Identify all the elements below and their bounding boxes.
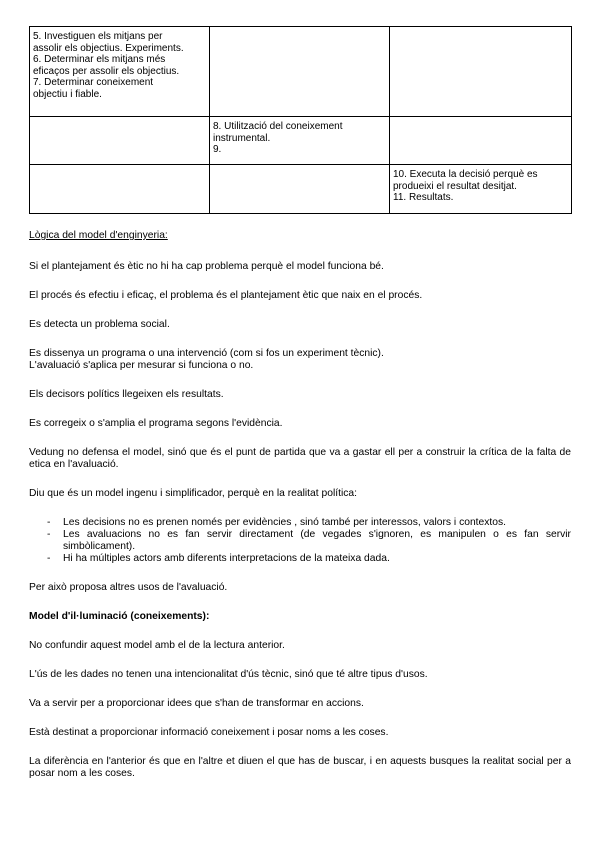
cell-line: 8. Utilització del coneixement bbox=[213, 121, 343, 132]
bullet-marker: - bbox=[47, 553, 51, 564]
cell-line: eficaços per assolir els objectius. bbox=[33, 65, 180, 77]
table-cell bbox=[210, 165, 390, 214]
paragraph: Es detecta un problema social. bbox=[29, 319, 170, 330]
cell-line: 6. Determinar els mitjans més bbox=[33, 54, 166, 66]
cell-line: 5. Investiguen els mitjans per bbox=[33, 31, 163, 42]
cell-line: 11. Resultats. bbox=[393, 192, 454, 204]
paragraph: Està destinat a proporcionar informació coneixement i posar noms a les coses. bbox=[29, 727, 389, 738]
paragraph: El procés és efectiu i eficaç, el problema és el plantejament ètic que naix en el procés. bbox=[29, 290, 423, 301]
table-row bbox=[30, 27, 572, 117]
section-heading-engineering-model: Lògica del model d'enginyeria: bbox=[29, 230, 168, 241]
bullet-list bbox=[29, 517, 571, 565]
paragraph: Diu que és un model ingenu i simplificador, perquè en la realitat política: bbox=[29, 488, 357, 499]
bullet-marker: - bbox=[47, 529, 51, 540]
paragraph: Els decisors polítics llegeixen els resultats. bbox=[29, 389, 224, 400]
paragraph: Va a servir per a proporcionar idees que s'han de transformar en accions. bbox=[29, 698, 364, 709]
paragraph: Vedung no defensa el model, sinó que és el punt de partida que va a gastar ell per a construir la crítica de la falta de etica en l'avaluació. bbox=[29, 447, 571, 470]
list-item bbox=[47, 517, 571, 529]
table-cell bbox=[30, 165, 210, 214]
paragraph: Es corregeix o s'amplia el programa segons l'evidència. bbox=[29, 418, 283, 429]
section-heading-illumination-model: Model d'il·luminació (coneixements): bbox=[29, 611, 210, 622]
cell-line: 7. Determinar coneixement bbox=[33, 77, 154, 89]
table-cell bbox=[390, 117, 572, 165]
list-item-text: Hi ha múltiples actors amb diferents interpretacions de la mateixa dada. bbox=[63, 553, 390, 564]
paragraph: No confundir aquest model amb el de la lectura anterior. bbox=[29, 640, 285, 651]
cell-line: produeixi el resultat desitjat. bbox=[393, 180, 517, 192]
cell-line: objectiu i fiable. bbox=[33, 88, 102, 100]
table-cell bbox=[210, 27, 390, 117]
cell-line: instrumental. bbox=[213, 132, 271, 144]
paragraph-line: L'avaluació s'aplica per mesurar si funciona o no. bbox=[29, 360, 254, 371]
document-page bbox=[29, 26, 571, 797]
paragraph: La diferència en l'anterior és que en l'altre et diuen el que has de buscar, i en aquests busques la realitat social per a posar nom a les coses. bbox=[29, 756, 571, 779]
cell-line: assolir els objectius. Experiments. bbox=[33, 42, 184, 54]
paragraph: Si el plantejament és ètic no hi ha cap problema perquè el model funciona bé. bbox=[29, 261, 384, 272]
list-item bbox=[47, 553, 571, 565]
process-table bbox=[29, 26, 572, 214]
paragraph-line: Es dissenya un programa o una intervenció (com si fos un experiment tècnic). bbox=[29, 348, 384, 359]
table-cell bbox=[30, 27, 210, 117]
list-item-text: Les avaluacions no es fan servir directament (de vegades s'ignoren, es manipulen o es fan servir simbòlicament). bbox=[63, 529, 571, 552]
paragraph-block bbox=[29, 348, 571, 372]
list-item bbox=[47, 529, 571, 553]
table-cell bbox=[30, 117, 210, 165]
table-row bbox=[30, 165, 572, 214]
bullet-marker: - bbox=[47, 517, 51, 528]
paragraph: L'ús de les dades no tenen una intencionalitat d'ús tècnic, sinó que té altre tipus d'usos. bbox=[29, 669, 428, 680]
table-row bbox=[30, 117, 572, 165]
cell-line: 9. bbox=[213, 144, 222, 156]
document-body bbox=[29, 230, 571, 780]
table-cell bbox=[210, 117, 390, 165]
table-cell bbox=[390, 27, 572, 117]
table-cell bbox=[390, 165, 572, 214]
paragraph: Per això proposa altres usos de l'avaluació. bbox=[29, 582, 228, 593]
list-item-text: Les decisions no es prenen només per evidències , sinó també per interessos, valors i contextos. bbox=[63, 517, 507, 528]
cell-line: 10. Executa la decisió perquè es bbox=[393, 169, 538, 180]
